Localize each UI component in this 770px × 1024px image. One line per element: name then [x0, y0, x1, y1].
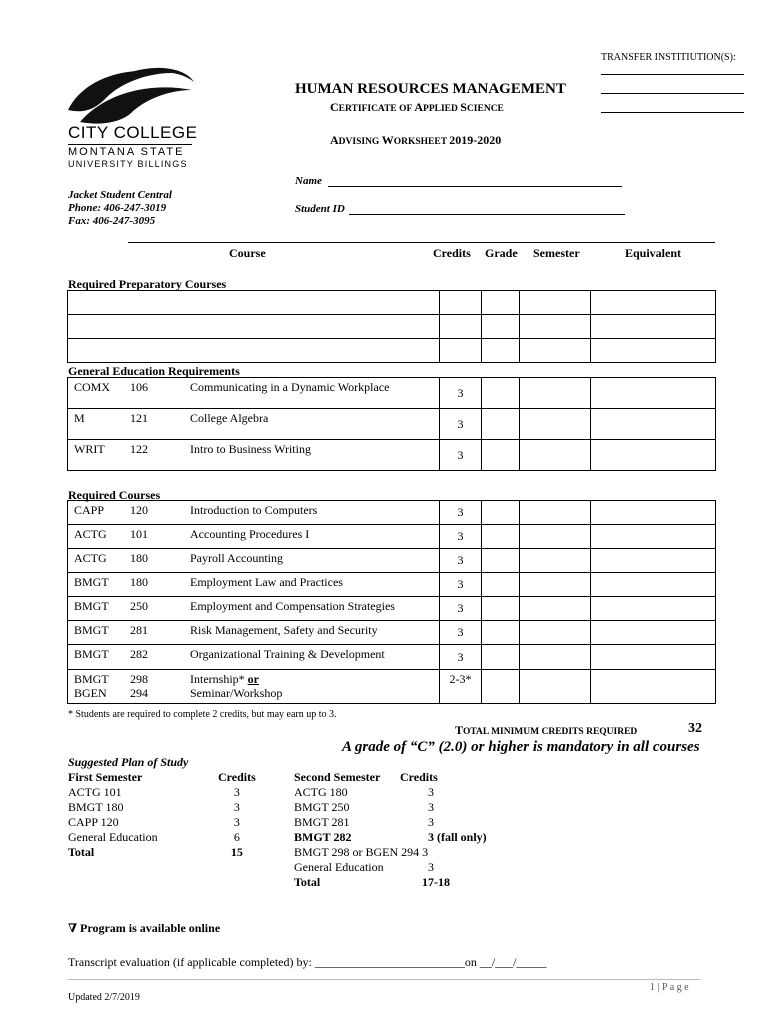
first-total-row: Total 15 — [68, 845, 243, 859]
grade-cell[interactable] — [482, 597, 520, 621]
semester-cell[interactable] — [520, 670, 591, 704]
table-row — [68, 378, 716, 409]
equivalent-cell[interactable] — [591, 670, 716, 704]
equivalent-cell[interactable] — [591, 573, 716, 597]
course-cell — [68, 409, 440, 440]
first-semester-header: First Semester — [68, 770, 143, 784]
course-code: ACTG — [74, 527, 107, 541]
credits-cell: 3 — [440, 597, 482, 621]
course-title: Risk Management, Safety and Security — [190, 623, 378, 637]
course-code: ACTG — [74, 551, 107, 565]
table-row — [68, 549, 716, 573]
credits-cell: 3 — [440, 573, 482, 597]
transfer-line-1[interactable] — [601, 74, 744, 75]
equivalent-cell[interactable] — [591, 378, 716, 409]
course-number: 180 — [130, 575, 148, 589]
page-title: HUMAN RESOURCES MANAGEMENT — [295, 81, 566, 97]
equivalent-cell[interactable] — [591, 621, 716, 645]
credits-cell[interactable] — [440, 291, 482, 315]
semester-cell[interactable] — [520, 339, 591, 363]
semester-cell[interactable] — [520, 291, 591, 315]
course-title: Employment Law and Practices — [190, 575, 343, 589]
course-number: 294 — [130, 686, 148, 700]
total-credits-label: TOTAL MINIMUM CREDITS REQUIRED — [455, 723, 638, 737]
first-semester-plan — [68, 770, 256, 860]
plan-heading: Suggested Plan of Study — [68, 755, 189, 769]
course-title: Employment and Compensation Strategies — [190, 599, 395, 613]
equivalent-cell[interactable] — [591, 597, 716, 621]
equivalent-cell[interactable] — [591, 645, 716, 670]
course-number: 250 — [130, 599, 148, 613]
equivalent-cell[interactable] — [591, 409, 716, 440]
second-total-row: Total 17-18 — [294, 875, 450, 889]
swoosh-logo-icon — [66, 64, 196, 124]
table-row — [68, 440, 716, 471]
credits-cell: 3 — [440, 440, 482, 471]
credits-cell[interactable] — [440, 315, 482, 339]
logo-line-2: MONTANA STATE — [68, 146, 185, 158]
col-equivalent: Equivalent — [625, 246, 682, 260]
gen-ed-table — [67, 377, 716, 471]
course-number: 120 — [130, 503, 148, 517]
course-title: Introduction to Computers — [190, 503, 318, 517]
grade-cell[interactable] — [482, 573, 520, 597]
course-code: BMGT — [74, 672, 109, 686]
logo-line-3: UNIVERSITY BILLINGS — [68, 159, 188, 169]
grade-cell[interactable] — [482, 525, 520, 549]
table-row — [68, 501, 716, 525]
second-credits-header: Credits — [400, 770, 438, 784]
course-number: 282 — [130, 647, 148, 661]
grade-cell[interactable] — [482, 378, 520, 409]
course-code: WRIT — [74, 442, 105, 456]
semester-cell[interactable] — [520, 597, 591, 621]
course-cell[interactable] — [68, 339, 440, 363]
semester-cell[interactable] — [520, 645, 591, 670]
second-semester-header: Second Semester — [294, 770, 381, 784]
contact-fax: Fax: 406-247-3095 — [68, 215, 156, 227]
semester-cell[interactable] — [520, 573, 591, 597]
list-item: BMGT 282 3 (fall only) — [294, 830, 487, 844]
credits-cell: 3 — [440, 645, 482, 670]
equivalent-cell[interactable] — [591, 501, 716, 525]
section-required: Required Courses — [68, 488, 161, 502]
contact-phone: Phone: 406-247-3019 — [68, 202, 167, 214]
table-row — [68, 597, 716, 621]
required-table — [67, 500, 716, 704]
name-label: Name — [295, 175, 322, 187]
course-title: Intro to Business Writing — [190, 442, 311, 456]
contact-office: Jacket Student Central — [68, 189, 172, 201]
course-title: Organizational Training & Development — [190, 647, 385, 661]
transfer-line-2[interactable] — [601, 93, 744, 94]
semester-cell[interactable] — [520, 409, 591, 440]
city-college-logo — [66, 64, 196, 174]
course-cell — [68, 573, 440, 597]
table-row — [68, 409, 716, 440]
course-number: 180 — [130, 551, 148, 565]
course-cell — [68, 378, 440, 409]
list-item: BMGT 250 3 — [294, 800, 434, 814]
col-credits: Credits — [433, 246, 471, 260]
list-item: CAPP 120 3 — [68, 815, 240, 829]
certificate-subtitle: CERTIFICATE OF APPLIED SCIENCE — [330, 100, 504, 114]
course-title: Accounting Procedures I — [190, 527, 310, 541]
logo-line-1: CITY COLLEGE — [68, 123, 198, 142]
course-cell — [68, 501, 440, 525]
footnote: * Students are required to complete 2 credits, but may earn up to 3. — [68, 709, 337, 720]
course-number: 106 — [130, 380, 148, 394]
semester-cell[interactable] — [520, 315, 591, 339]
list-item: BMGT 180 3 — [68, 800, 240, 814]
course-code: BMGT — [74, 599, 109, 613]
course-cell — [68, 440, 440, 471]
table-row — [68, 315, 716, 339]
page-number: 1 | P a g e — [650, 982, 689, 993]
table-row — [68, 291, 716, 315]
worksheet-title: ADVISING WORKSHEET 2019-2020 — [330, 133, 502, 147]
course-code: BGEN — [74, 686, 107, 700]
grade-cell[interactable] — [482, 291, 520, 315]
grade-note: A grade of “C” (2.0) or higher is mandatory in all courses — [342, 739, 700, 755]
credits-cell[interactable] — [440, 339, 482, 363]
preparatory-table — [67, 290, 716, 363]
grade-cell[interactable] — [482, 645, 520, 670]
grade-cell[interactable] — [482, 549, 520, 573]
list-item: BMGT 298 or BGEN 294 3 — [294, 845, 429, 859]
semester-cell[interactable] — [520, 440, 591, 471]
course-cell — [68, 645, 440, 670]
section-preparatory: Required Preparatory Courses — [68, 277, 227, 291]
course-cell — [68, 621, 440, 645]
transcript-evaluation: Transcript evaluation (if applicable completed) by: _________________________on __/___/_____ — [68, 955, 547, 969]
grade-cell[interactable] — [482, 621, 520, 645]
semester-cell[interactable] — [520, 501, 591, 525]
or-label: or — [247, 672, 259, 686]
total-credits-value: 32 — [688, 721, 702, 736]
equivalent-cell[interactable] — [591, 339, 716, 363]
course-code: BMGT — [74, 575, 109, 589]
course-cell — [68, 597, 440, 621]
grade-cell[interactable] — [482, 339, 520, 363]
course-title: Payroll Accounting — [190, 551, 283, 565]
grade-cell[interactable] — [482, 409, 520, 440]
course-code: COMX — [74, 380, 111, 394]
semester-cell[interactable] — [520, 549, 591, 573]
course-number: 122 — [130, 442, 148, 456]
course-code: BMGT — [74, 647, 109, 661]
footer-rule — [68, 979, 700, 980]
list-item: ACTG 180 3 — [294, 785, 434, 799]
transfer-line-3[interactable] — [601, 112, 744, 113]
semester-cell[interactable] — [520, 378, 591, 409]
credits-cell: 3 — [440, 621, 482, 645]
credits-cell: 3 — [440, 409, 482, 440]
credits-cell: 3 — [440, 549, 482, 573]
header-rule — [128, 242, 715, 243]
col-grade: Grade — [485, 246, 518, 260]
course-cell — [68, 670, 440, 704]
equivalent-cell[interactable] — [591, 440, 716, 471]
student-id-field[interactable] — [349, 214, 625, 215]
credits-cell: 3 — [440, 378, 482, 409]
logo-divider — [68, 144, 192, 145]
equivalent-cell[interactable] — [591, 549, 716, 573]
course-code: BMGT — [74, 623, 109, 637]
equivalent-cell[interactable] — [591, 291, 716, 315]
table-row — [68, 645, 716, 670]
list-item: BMGT 281 3 — [294, 815, 434, 829]
course-title: Internship* — [190, 672, 245, 686]
course-code: CAPP — [74, 503, 105, 517]
equivalent-cell[interactable] — [591, 525, 716, 549]
course-number: 121 — [130, 411, 148, 425]
course-number: 298 — [130, 672, 148, 686]
course-cell — [68, 549, 440, 573]
table-row — [68, 670, 716, 704]
grade-cell[interactable] — [482, 440, 520, 471]
list-item: ACTG 101 3 — [68, 785, 240, 799]
course-cell[interactable] — [68, 291, 440, 315]
list-item: General Education 3 — [294, 860, 434, 874]
list-item: General Education 6 — [68, 830, 240, 844]
table-row — [68, 339, 716, 363]
second-semester-plan — [294, 770, 487, 890]
student-id-label: Student ID — [295, 203, 345, 215]
course-code: M — [74, 411, 85, 425]
grade-cell[interactable] — [482, 315, 520, 339]
semester-cell[interactable] — [520, 525, 591, 549]
course-cell — [68, 525, 440, 549]
updated-date: Updated 2/7/2019 — [68, 992, 140, 1003]
grade-cell[interactable] — [482, 670, 520, 704]
credits-cell: 2-3* — [440, 670, 482, 704]
table-row — [68, 621, 716, 645]
credits-cell: 3 — [440, 501, 482, 525]
course-number: 281 — [130, 623, 148, 637]
course-title: College Algebra — [190, 411, 269, 425]
col-course: Course — [229, 246, 266, 260]
transfer-label: TRANSFER INSTITIUTION(S): — [601, 52, 736, 63]
credits-cell: 3 — [440, 525, 482, 549]
course-title: Seminar/Workshop — [190, 686, 283, 700]
course-cell[interactable] — [68, 315, 440, 339]
equivalent-cell[interactable] — [591, 315, 716, 339]
table-row — [68, 573, 716, 597]
section-gen-ed: General Education Requirements — [68, 364, 240, 378]
col-semester: Semester — [533, 246, 580, 260]
grade-cell[interactable] — [482, 501, 520, 525]
course-title: Communicating in a Dynamic Workplace — [190, 380, 390, 394]
semester-cell[interactable] — [520, 621, 591, 645]
online-note: ∇ Program is available online — [68, 921, 221, 935]
name-field[interactable] — [328, 186, 622, 187]
table-row — [68, 525, 716, 549]
course-number: 101 — [130, 527, 148, 541]
first-credits-header: Credits — [218, 770, 256, 784]
